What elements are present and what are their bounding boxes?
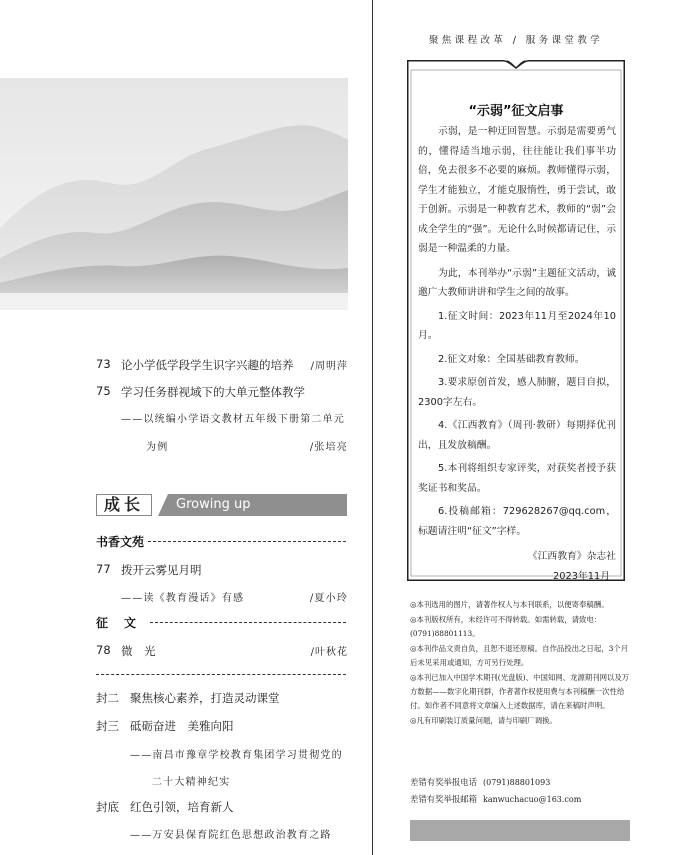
toc-page-number: 73 <box>96 357 111 371</box>
notice-item: 5.本刊将组织专家评奖，对获奖者授予获奖证书和奖品。 <box>418 463 616 494</box>
section-banner-growing <box>96 494 347 516</box>
toc-title: 微 光 <box>121 644 156 658</box>
notice-body <box>418 122 616 586</box>
toc-subtitle: ——南昌市豫章学校教育集团学习贯彻党的 <box>130 750 343 761</box>
toc-title: 砥砺奋进 美雅向阳 <box>130 719 234 733</box>
toc-cover-label: 封底 <box>96 800 119 814</box>
notice-paragraph: 为此，本刊举办“示弱”主题征文活动，诚邀广大教师讲讲和学生之间的故事。 <box>418 267 616 298</box>
toc-title: 红色引领，培育新人 <box>130 800 234 814</box>
mail-label: 差错有奖举报邮箱 <box>410 794 477 804</box>
section-divider <box>148 541 346 542</box>
note-item: ◎本刊已加入中国学术期刊(光盘版)、中国知网、龙源期刊网以及万方数据——数字化期刊群，作者著作权使用费与本刊稿酬一次性给付。如作者不同意将文章编入上述数据库，请在来稿时声明。 <box>410 673 630 710</box>
copyright-notes <box>410 598 632 729</box>
toc-subtitle: ——读《教育漫话》有感 <box>121 593 245 604</box>
toc-page-number: 78 <box>96 643 111 657</box>
toc-subtitle-cont: 二十大精神纪实 <box>152 777 231 788</box>
toc-author: /夏小玲 <box>309 593 348 604</box>
section-heading-shuxiang: 书香文苑 <box>96 535 145 549</box>
phone-number: (0791)88801093 <box>483 778 551 787</box>
toc-cover-label: 封三 <box>96 719 119 733</box>
mail-address[interactable]: kanwuchacuo@163.com <box>483 795 582 804</box>
footer-bar <box>410 820 630 841</box>
notice-item: 3.要求原创首发，感人肺腑，题目自拟，2300字左右。 <box>418 377 616 408</box>
phone-label: 差错有奖举报电话 <box>410 777 477 787</box>
toc-page-number: 75 <box>96 384 111 398</box>
notice-paragraph: 示弱，是一种迂回智慧。示弱是需要勇气的，懂得适当地示弱，往往能让我们事半功倍，免去很多不必要的麻烦。教师懂得示弱，学生才能独立，才能克服惰性，勇于尝试，敢于创新。示弱是一种教育艺术，教师的“弱”会成全学生的“强”。无论什么时候都请记住，示弱是一种温柔的力量。 <box>418 126 616 254</box>
banner-cn: 成长 <box>96 494 152 516</box>
toc-back-cover[interactable] <box>0 799 348 815</box>
toc-cover-label: 封二 <box>96 691 119 705</box>
section-divider <box>150 622 346 623</box>
toc-subtitle: ——万安县保育院红色思想政治教育之路 <box>130 830 332 841</box>
toc-entry-78[interactable] <box>0 643 348 659</box>
toc-title: 聚焦核心素养，打造灵动课堂 <box>130 691 280 705</box>
section-divider <box>96 674 346 675</box>
toc-entry-73[interactable] <box>0 357 348 373</box>
toc-page-number: 77 <box>96 562 111 576</box>
notice-date: 2023年11月 <box>553 570 610 582</box>
toc-title: 学习任务群视域下的大单元整体教学 <box>121 385 305 399</box>
landscape-image <box>0 78 348 310</box>
note-item: ◎凡有印刷装订质量问题，请与印刷厂调换。 <box>410 716 557 725</box>
note-item: ◎本刊版权所有，未经许可不得转载。如需转载，请致电：(0791)88801113。 <box>410 615 602 638</box>
toc-cover2[interactable] <box>0 690 348 706</box>
running-header: 聚焦课程改革 / 服务课堂教学 <box>428 35 604 46</box>
toc-title: 拨开云雾见月明 <box>121 563 202 577</box>
banner-en: Growing up <box>158 494 347 516</box>
toc-title: 论小学低学段学生识字兴趣的培养 <box>121 358 294 372</box>
toc-entry-75[interactable] <box>0 384 348 400</box>
notice-signature: 《江西教育》杂志社 <box>527 551 616 562</box>
toc-author: /张培亮 <box>309 442 348 453</box>
toc-cover3[interactable] <box>0 718 348 734</box>
error-report <box>410 774 581 808</box>
toc-entry-77[interactable] <box>0 562 348 578</box>
notice-title: “示弱”征文启事 <box>468 104 564 119</box>
toc-author: /周明萍 <box>310 361 348 372</box>
notice-item: 4.《江西教育》（周刊·教研）每期择优刊出，且发放稿酬。 <box>418 420 616 451</box>
toc-author: /叶秋花 <box>310 647 348 658</box>
notice-item: 1.征文时间：2023年11月至2024年10月。 <box>418 310 616 341</box>
notice-item: 6.投稿邮箱：729628267@qq.com，标题请注明“征文”字样。 <box>418 506 616 537</box>
section-heading-zhengwen: 征 文 <box>96 616 139 630</box>
column-divider <box>372 0 373 855</box>
toc-subtitle-cont: 为例 <box>146 442 169 453</box>
note-item: ◎本刊选用的图片，请著作权人与本刊联系，以便寄奉稿酬。 <box>410 600 609 609</box>
toc-subtitle: ——以统编小学语文教材五年级下册第二单元 <box>121 414 345 425</box>
note-item: ◎本刊作品文责自负，且恕不退还原稿。自作品投出之日起，3个月后未见采用或通知，方可另行处理。 <box>410 644 629 667</box>
notice-item: 2.征文对象：全国基础教育教师。 <box>438 353 585 365</box>
